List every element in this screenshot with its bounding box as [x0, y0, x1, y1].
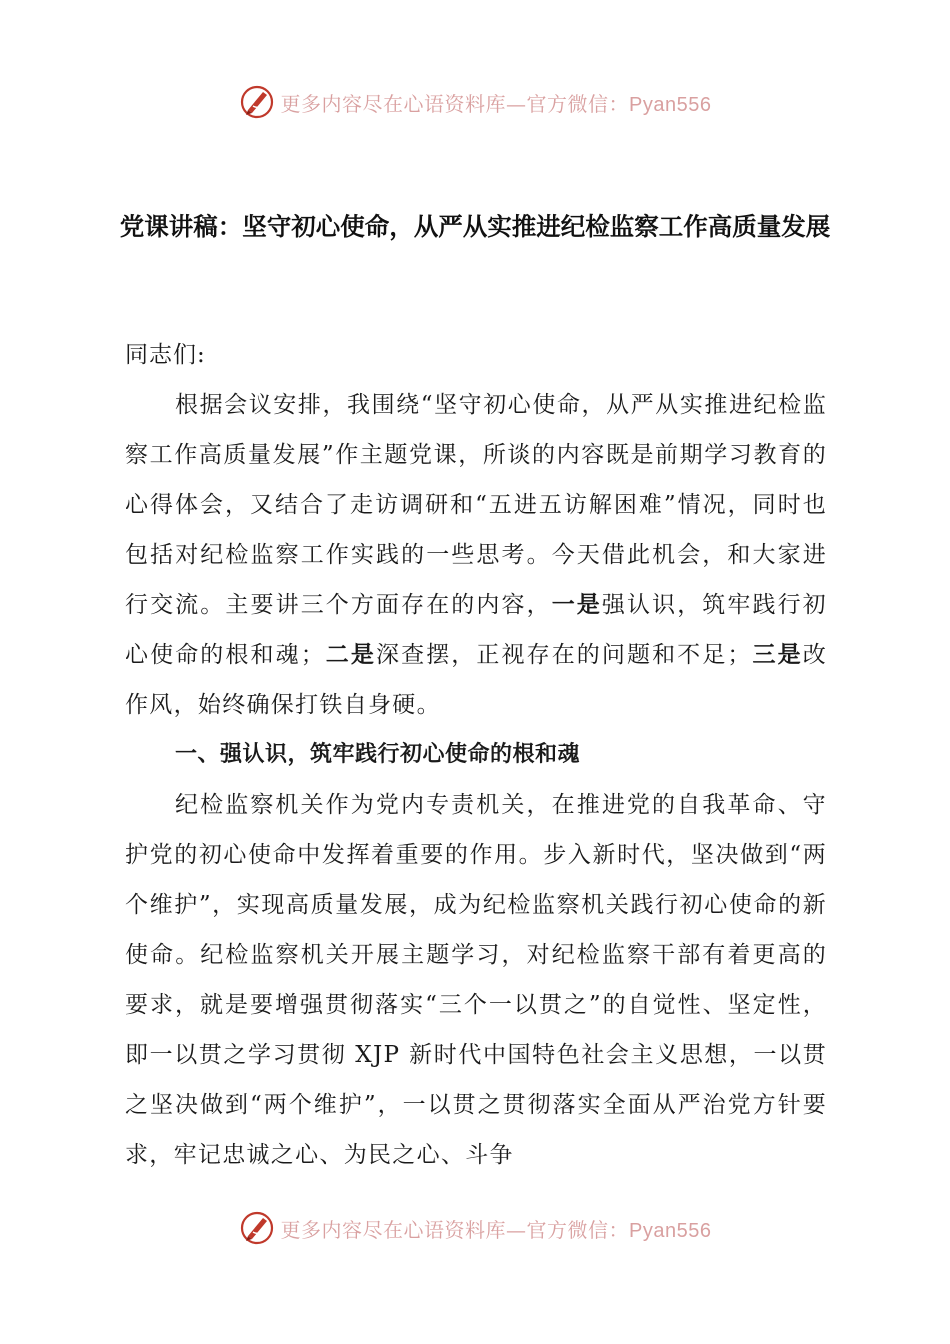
point-two-marker: 二是: [325, 642, 376, 668]
watermark-text: 更多内容尽在心语资料库—官方微信：Pyan556: [280, 91, 712, 116]
watermark-header: [0, 80, 950, 124]
point-three-marker: 三是: [751, 642, 803, 668]
pen-circle-icon: [239, 84, 275, 120]
intro-paragraph: 根据会议安排，我围绕“坚守初心使命，从严从实推进纪检监察工作高质量发展”作主题党课，所谈的内容既是前期学习教育的心得体会，又结合了走访调研和“五进五访解困难”情况，同时也包括对纪检监察工作实践的一些思考。今天借此机会，和大家进行交流。主要讲三个方面存在的内容，一是强认识，筑牢践行初心使命的根和魂；二是深查摆，正视存在的问题和不足；三是改作风，始终确保打铁自身硬。: [125, 392, 827, 718]
watermark-text: 更多内容尽在心语资料库—官方微信：Pyan556: [280, 1217, 712, 1242]
document-title: 党课讲稿：坚守初心使命，从严从实推进纪检监察工作高质量发展: [119, 212, 831, 241]
watermark-footer: [0, 1206, 950, 1250]
watermark-wechat-id: Pyan556: [629, 93, 712, 116]
watermark-wechat-id: Pyan556: [629, 1219, 712, 1242]
pen-circle-icon: [239, 1210, 275, 1246]
section-one-heading: 一、强认识，筑牢践行初心使命的根和魂: [175, 742, 581, 767]
section-one-paragraph: 纪检监察机关作为党内专责机关，在推进党的自我革命、守护党的初心使命中发挥着重要的作用。步入新时代，坚决做到“两个维护”，实现高质量发展，成为纪检监察机关践行初心使命的新使命。纪检监察机关开展主题学习，对纪检监察干部有着更高的要求，就是要增强贯彻落实“三个一以贯之”的自觉性、坚定性，即一以贯之学习贯彻 XJP 新时代中国特色社会主义思想，一以贯之坚决做到“两个维护”，一以贯之贯彻落实全面从严治党方针要求，牢记忠诚之心、为民之心、斗争: [125, 792, 827, 1168]
point-one-marker: 一是: [551, 592, 602, 618]
document-body: [125, 330, 827, 1180]
salutation: 同志们:: [125, 342, 206, 368]
